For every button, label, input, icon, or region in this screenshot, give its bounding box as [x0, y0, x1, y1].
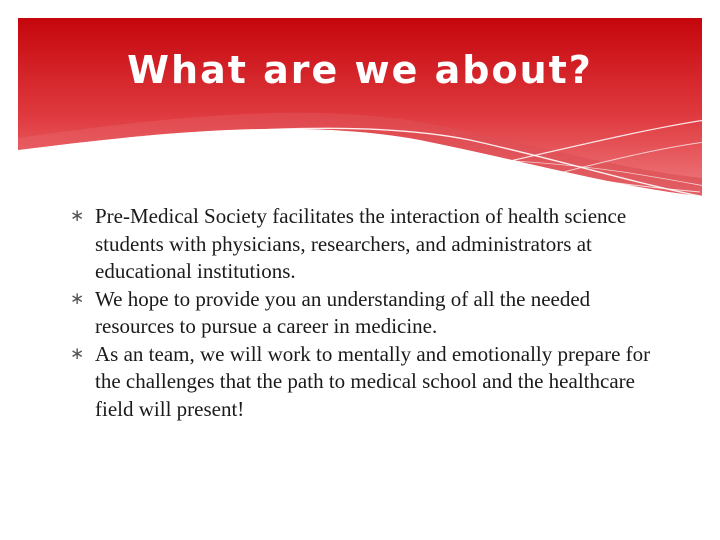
asterisk-bullet-icon: ∗ — [70, 288, 85, 309]
asterisk-bullet-icon: ∗ — [70, 206, 85, 226]
bullet-item — [70, 286, 660, 341]
slide-title: What are we about? — [127, 48, 593, 92]
bullet-text: Pre-Medical Society facilitates the interaction of health science students with physicians, researchers, and administrators at educational institutions. — [95, 204, 627, 283]
bullet-list — [70, 203, 660, 423]
bullet-text: As an team, we will work to mentally and emotionally prepare for the challenges that the path to medical school and the healthcare field will present! — [95, 341, 651, 421]
header-banner — [0, 0, 720, 200]
bullet-text: We hope to provide you an understanding of all the needed resources to pursue a career in medicine. — [95, 286, 591, 338]
asterisk-bullet-icon: ∗ — [70, 343, 85, 364]
bullet-item — [70, 341, 660, 424]
bullet-item — [70, 203, 660, 286]
